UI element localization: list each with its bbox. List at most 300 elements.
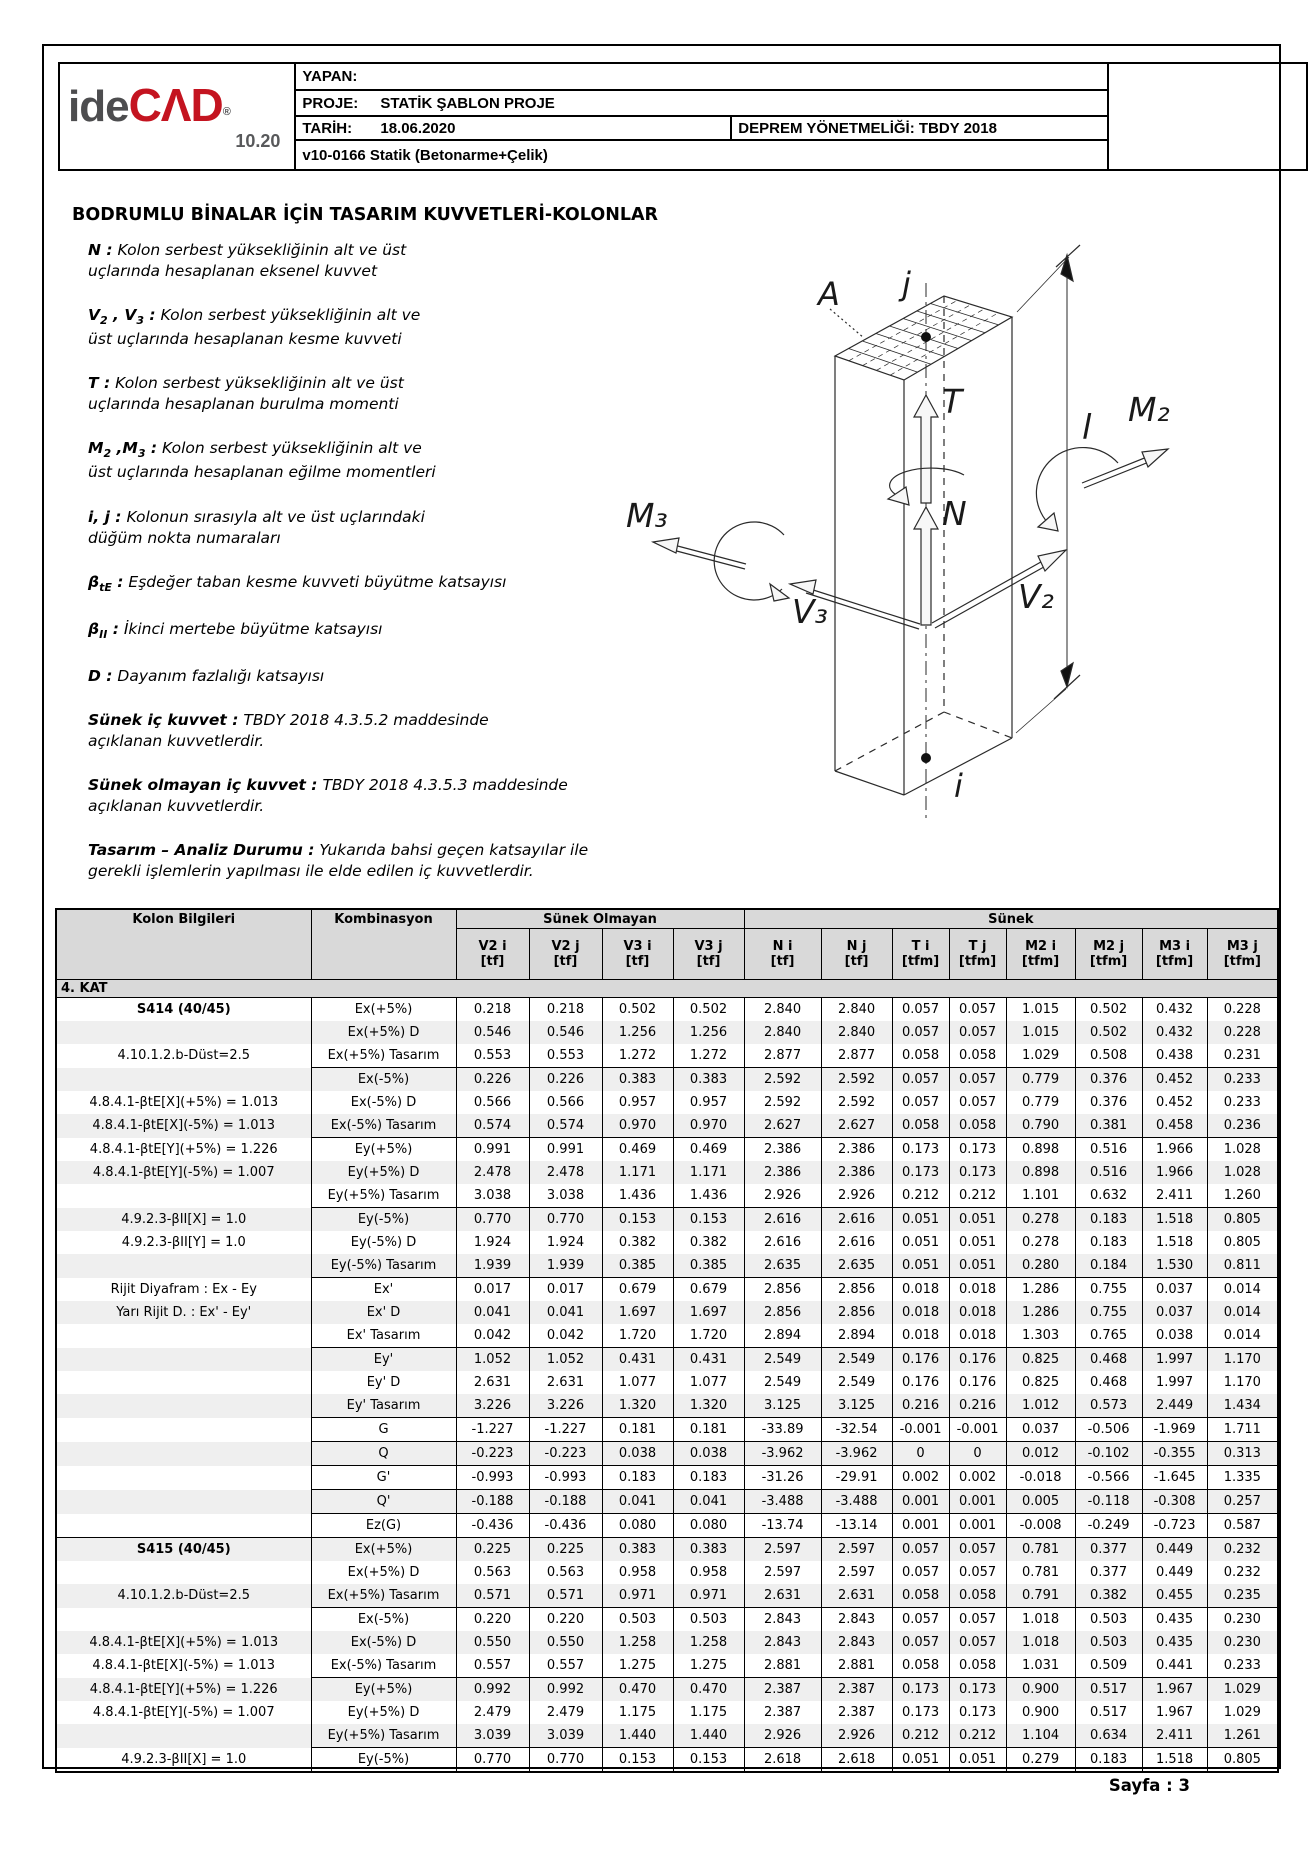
value-cell: 2.926 — [744, 1724, 821, 1748]
value-cell: 0.546 — [529, 1021, 602, 1044]
value-cell: 0.502 — [1075, 998, 1142, 1022]
value-cell: 2.840 — [821, 1021, 892, 1044]
value-cell: 0.058 — [892, 1584, 949, 1608]
column-info-cell: 4.8.4.1-βtE[Y](+5%) = 1.226 — [56, 1678, 311, 1702]
value-cell: 0.432 — [1142, 998, 1207, 1022]
value-cell: 0.058 — [892, 1654, 949, 1678]
table-row — [56, 1748, 1278, 1773]
value-cell: 3.039 — [456, 1724, 529, 1748]
value-cell: 0.991 — [529, 1138, 602, 1162]
value-cell: 0.469 — [673, 1138, 744, 1162]
value-cell: 0.382 — [1075, 1584, 1142, 1608]
definition-text: Kolon serbest yüksekliğinin alt ve — [157, 439, 422, 458]
value-cell: 0.181 — [673, 1418, 744, 1442]
value-cell: 1.256 — [602, 1021, 673, 1044]
value-cell: 1.015 — [1006, 1021, 1075, 1044]
combination-cell: Ey' Tasarım — [311, 1394, 456, 1418]
deprem-value: DEPREM YÖNETMELİĞİ: TBDY 2018 — [738, 119, 997, 137]
value-cell: 1.967 — [1142, 1678, 1207, 1702]
value-cell: 0.057 — [892, 1608, 949, 1632]
value-cell: 0.971 — [602, 1584, 673, 1608]
value-cell: 0.755 — [1075, 1278, 1142, 1302]
definition-text: üst uçlarında hesaplanan kesme kuvveti — [88, 330, 402, 349]
column-info-cell: 4.8.4.1-βtE[X](-5%) = 1.013 — [56, 1114, 311, 1138]
value-cell: 1.029 — [1006, 1044, 1075, 1068]
value-cell: 0.002 — [892, 1466, 949, 1490]
column-info-cell — [56, 1184, 311, 1208]
value-cell: 1.436 — [673, 1184, 744, 1208]
value-cell: 2.856 — [821, 1301, 892, 1324]
combination-cell: Ey' D — [311, 1371, 456, 1394]
value-cell: 0.212 — [949, 1184, 1006, 1208]
value-cell: 3.038 — [456, 1184, 529, 1208]
value-cell: 2.881 — [744, 1654, 821, 1678]
combination-cell: Ey(-5%) — [311, 1208, 456, 1232]
definition-text: Kolonun sırasıyla alt ve üst uçlarındaki — [121, 507, 425, 526]
value-cell: 0.236 — [1207, 1114, 1278, 1138]
definition-term: $\beta_{tE}$ : — [88, 572, 124, 594]
header-empty-cell — [1108, 63, 1307, 170]
value-cell: 0.634 — [1075, 1724, 1142, 1748]
value-cell: 0.228 — [1207, 998, 1278, 1022]
value-cell: 0.231 — [1207, 1044, 1278, 1068]
combination-cell: Ey(+5%) — [311, 1138, 456, 1162]
label-n: N — [942, 494, 967, 533]
value-cell: 0.173 — [892, 1701, 949, 1724]
value-cell: 1.440 — [602, 1724, 673, 1748]
value-cell: 0.278 — [1006, 1231, 1075, 1254]
value-cell: 1.924 — [529, 1231, 602, 1254]
value-cell: 0.014 — [1207, 1324, 1278, 1348]
value-cell: 1.077 — [602, 1371, 673, 1394]
combination-cell: G — [311, 1418, 456, 1442]
value-cell: 2.926 — [744, 1184, 821, 1208]
value-cell: 1.320 — [602, 1394, 673, 1418]
value-cell: 2.549 — [744, 1371, 821, 1394]
value-cell: 0.779 — [1006, 1091, 1075, 1114]
table-row — [56, 1654, 1278, 1678]
value-cell: 2.840 — [821, 998, 892, 1022]
table-row — [56, 1301, 1278, 1324]
value-cell: -1.645 — [1142, 1466, 1207, 1490]
col-header-n-j: N j [tf] — [821, 929, 892, 980]
value-cell: 0.991 — [456, 1138, 529, 1162]
value-cell: 2.479 — [529, 1701, 602, 1724]
value-cell: 0.377 — [1075, 1538, 1142, 1562]
value-cell: 0.557 — [456, 1654, 529, 1678]
story-row — [56, 980, 1278, 998]
value-cell: 2.387 — [821, 1678, 892, 1702]
combination-cell: Ex(-5%) D — [311, 1631, 456, 1654]
header-yapan-cell — [295, 63, 1108, 90]
value-cell: 0.216 — [949, 1394, 1006, 1418]
combination-cell: Q — [311, 1442, 456, 1466]
column-info-cell — [56, 1254, 311, 1278]
column-info-cell: 4.8.4.1-βtE[X](+5%) = 1.013 — [56, 1091, 311, 1114]
value-cell: 2.411 — [1142, 1184, 1207, 1208]
definition-term: Sünek olmayan iç kuvvet : — [88, 776, 318, 795]
value-cell: 0.014 — [1207, 1301, 1278, 1324]
logo-cell — [59, 63, 295, 170]
value-cell: 2.597 — [744, 1538, 821, 1562]
combination-cell: Ex(+5%) D — [311, 1561, 456, 1584]
value-cell: 2.479 — [456, 1701, 529, 1724]
value-cell: 0.051 — [949, 1254, 1006, 1278]
value-cell: 1.530 — [1142, 1254, 1207, 1278]
value-cell: -0.355 — [1142, 1442, 1207, 1466]
combination-cell: Ey(+5%) — [311, 1678, 456, 1702]
label-i: i — [954, 767, 963, 805]
value-cell: 2.387 — [744, 1701, 821, 1724]
value-cell: 0.235 — [1207, 1584, 1278, 1608]
value-cell: 2.627 — [821, 1114, 892, 1138]
value-cell: 0.057 — [949, 1091, 1006, 1114]
value-cell: 2.840 — [744, 1021, 821, 1044]
value-cell: 0.051 — [892, 1748, 949, 1773]
value-cell: 0.183 — [602, 1466, 673, 1490]
value-cell: 0.183 — [1075, 1231, 1142, 1254]
column-info-cell — [56, 1442, 311, 1466]
value-cell: 0.435 — [1142, 1608, 1207, 1632]
value-cell: 2.843 — [744, 1631, 821, 1654]
combination-cell: Ey(+5%) D — [311, 1701, 456, 1724]
value-cell: 2.387 — [821, 1701, 892, 1724]
value-cell: 0.230 — [1207, 1608, 1278, 1632]
value-cell: 0.057 — [949, 1021, 1006, 1044]
value-cell: 1.170 — [1207, 1371, 1278, 1394]
value-cell: 0.176 — [892, 1371, 949, 1394]
value-cell: 0.441 — [1142, 1654, 1207, 1678]
value-cell: 0.057 — [892, 1561, 949, 1584]
value-cell: 2.843 — [821, 1631, 892, 1654]
value-cell: 0.779 — [1006, 1068, 1075, 1092]
definition-text: Kolon serbest yüksekliğinin alt ve — [155, 306, 421, 325]
value-cell: 0.057 — [949, 1608, 1006, 1632]
value-cell: 0.791 — [1006, 1584, 1075, 1608]
value-cell: 0.970 — [673, 1114, 744, 1138]
value-cell: 0.051 — [949, 1208, 1006, 1232]
column-info-cell: 4.10.1.2.b-Düst=2.5 — [56, 1584, 311, 1608]
value-cell: 0.038 — [1142, 1324, 1207, 1348]
value-cell: 0.080 — [602, 1514, 673, 1538]
value-cell: 0.468 — [1075, 1371, 1142, 1394]
value-cell: 0.041 — [673, 1490, 744, 1514]
value-cell: 0.455 — [1142, 1584, 1207, 1608]
m2-moment-arrow — [1036, 448, 1168, 531]
value-cell: 0.233 — [1207, 1091, 1278, 1114]
column-info-cell: Rijit Diyafram : Ex - Ey — [56, 1278, 311, 1302]
value-cell: 0.376 — [1075, 1091, 1142, 1114]
label-m2: M₂ — [1128, 390, 1170, 429]
table-row — [56, 1348, 1278, 1372]
report-header — [58, 62, 1308, 171]
value-cell: 0.516 — [1075, 1161, 1142, 1184]
value-cell: 0.057 — [892, 1538, 949, 1562]
value-cell: 0.058 — [949, 1584, 1006, 1608]
column-info-cell — [56, 1466, 311, 1490]
value-cell: 0.781 — [1006, 1561, 1075, 1584]
value-cell: -0.223 — [456, 1442, 529, 1466]
value-cell: 0.153 — [602, 1208, 673, 1232]
definition-text: TBDY 2018 4.3.5.3 maddesinde — [317, 776, 568, 795]
value-cell: 1.256 — [673, 1021, 744, 1044]
value-cell: -0.188 — [529, 1490, 602, 1514]
value-cell: 2.843 — [821, 1608, 892, 1632]
value-cell: 1.275 — [602, 1654, 673, 1678]
value-cell: 0.012 — [1006, 1442, 1075, 1466]
table-row — [56, 1278, 1278, 1302]
value-cell: 0.431 — [673, 1348, 744, 1372]
value-cell: -1.969 — [1142, 1418, 1207, 1442]
value-cell: -0.223 — [529, 1442, 602, 1466]
value-cell: 0.173 — [892, 1138, 949, 1162]
value-cell: 1.966 — [1142, 1161, 1207, 1184]
value-cell: -3.962 — [744, 1442, 821, 1466]
column-info-cell: Yarı Rijit D. : Ex' - Ey' — [56, 1301, 311, 1324]
value-cell: 2.549 — [821, 1348, 892, 1372]
value-cell: 2.549 — [744, 1348, 821, 1372]
value-cell: 0.216 — [892, 1394, 949, 1418]
value-cell: 0.002 — [949, 1466, 1006, 1490]
value-cell: 1.711 — [1207, 1418, 1278, 1442]
logo-ide: ide — [68, 81, 129, 131]
column-force-diagram — [530, 225, 1190, 835]
value-cell: 2.386 — [821, 1161, 892, 1184]
value-cell: 0.900 — [1006, 1701, 1075, 1724]
value-cell: 0.805 — [1207, 1231, 1278, 1254]
table-row — [56, 1138, 1278, 1162]
value-cell: 0.469 — [602, 1138, 673, 1162]
col-header-n-i: N i [tf] — [744, 929, 821, 980]
value-cell: 0.005 — [1006, 1490, 1075, 1514]
header-proje-cell — [295, 90, 1108, 116]
value-cell: 1.077 — [673, 1371, 744, 1394]
value-cell: 0.173 — [892, 1678, 949, 1702]
value-cell: 3.226 — [456, 1394, 529, 1418]
value-cell: 0.382 — [673, 1231, 744, 1254]
table-row — [56, 998, 1278, 1022]
value-cell: 0.080 — [673, 1514, 744, 1538]
value-cell: -13.14 — [821, 1514, 892, 1538]
column-info-cell: 4.9.2.3-βII[X] = 1.0 — [56, 1748, 311, 1773]
value-cell: 0.051 — [892, 1208, 949, 1232]
value-cell: -0.001 — [949, 1418, 1006, 1442]
column-info-cell: S415 (40/45) — [56, 1538, 311, 1562]
column-info-cell: 4.8.4.1-βtE[X](+5%) = 1.013 — [56, 1631, 311, 1654]
col-header-m2-j: M2 j [tfm] — [1075, 929, 1142, 980]
value-cell: 0.432 — [1142, 1021, 1207, 1044]
value-cell: 2.877 — [744, 1044, 821, 1068]
value-cell: 0.280 — [1006, 1254, 1075, 1278]
value-cell: 0.574 — [456, 1114, 529, 1138]
label-j: j — [902, 265, 911, 303]
value-cell: 0.057 — [949, 1561, 1006, 1584]
value-cell: 0.230 — [1207, 1631, 1278, 1654]
page-title: BODRUMLU BİNALAR İÇİN TASARIM KUVVETLERİ-KOLONLAR — [72, 205, 659, 225]
value-cell: 1.171 — [602, 1161, 673, 1184]
value-cell: 2.881 — [821, 1654, 892, 1678]
column-info-cell — [56, 1561, 311, 1584]
value-cell: 0.573 — [1075, 1394, 1142, 1418]
value-cell: 0.001 — [892, 1514, 949, 1538]
value-cell: 0.173 — [949, 1138, 1006, 1162]
group-header-sunek: Sünek — [744, 909, 1278, 929]
value-cell: 0.898 — [1006, 1138, 1075, 1162]
definition-text: uçlarında hesaplanan burulma momenti — [88, 395, 399, 414]
value-cell: 0.058 — [892, 1114, 949, 1138]
column-info-cell — [56, 1724, 311, 1748]
col-header-v3-i: V3 i [tf] — [602, 929, 673, 980]
value-cell: 0.503 — [673, 1608, 744, 1632]
table-row — [56, 1044, 1278, 1068]
value-cell: 0.153 — [673, 1748, 744, 1773]
label-v3: V₃ — [792, 592, 828, 631]
definition-text: açıklanan kuvvetlerdir. — [88, 731, 265, 750]
value-cell: 1.518 — [1142, 1231, 1207, 1254]
header-deprem-cell — [731, 116, 1108, 140]
tarih-value: 18.06.2020 — [380, 119, 456, 137]
value-cell: 2.597 — [744, 1561, 821, 1584]
column-info-cell: 4.8.4.1-βtE[Y](-5%) = 1.007 — [56, 1701, 311, 1724]
value-cell: 2.618 — [821, 1748, 892, 1773]
value-cell: 1.175 — [602, 1701, 673, 1724]
value-cell: 0.018 — [892, 1324, 949, 1348]
story-label: 4. KAT — [56, 980, 1278, 998]
value-cell: 2.549 — [821, 1371, 892, 1394]
logo-registered-icon: ® — [222, 105, 231, 118]
value-cell: -0.188 — [456, 1490, 529, 1514]
col-header-kolon-bilgileri: Kolon Bilgileri — [56, 909, 311, 980]
value-cell: 0.232 — [1207, 1561, 1278, 1584]
value-cell: 1.052 — [529, 1348, 602, 1372]
value-cell: 0.385 — [673, 1254, 744, 1278]
column-info-cell — [56, 1324, 311, 1348]
value-cell: 0.313 — [1207, 1442, 1278, 1466]
value-cell: 0.218 — [529, 998, 602, 1022]
value-cell: 0.546 — [456, 1021, 529, 1044]
value-cell: -0.118 — [1075, 1490, 1142, 1514]
value-cell: 0.041 — [529, 1301, 602, 1324]
combination-cell: Ey(+5%) Tasarım — [311, 1184, 456, 1208]
value-cell: 1.967 — [1142, 1701, 1207, 1724]
table-body — [56, 980, 1278, 1773]
value-cell: 0.563 — [529, 1561, 602, 1584]
value-cell: 1.434 — [1207, 1394, 1278, 1418]
definition-term: $M_2$ $,M_3$ : — [88, 439, 158, 461]
value-cell: 0.018 — [892, 1301, 949, 1324]
table-row — [56, 1538, 1278, 1562]
value-cell: 0.470 — [673, 1678, 744, 1702]
logo-cad: CΛD — [128, 78, 223, 131]
value-cell: 0.225 — [529, 1538, 602, 1562]
value-cell: 0.001 — [949, 1490, 1006, 1514]
value-cell: 0.383 — [673, 1068, 744, 1092]
value-cell: 1.997 — [1142, 1371, 1207, 1394]
value-cell: 1.029 — [1207, 1678, 1278, 1702]
value-cell: -1.227 — [456, 1418, 529, 1442]
value-cell: 0.278 — [1006, 1208, 1075, 1232]
definition-text: Eşdeğer taban kesme kuvveti büyütme katsayısı — [123, 572, 507, 591]
value-cell: 0.058 — [949, 1114, 1006, 1138]
value-cell: 0.383 — [602, 1068, 673, 1092]
value-cell: 1.518 — [1142, 1208, 1207, 1232]
col-header-t-j: T j [tfm] — [949, 929, 1006, 980]
col-header-t-i: T i [tfm] — [892, 929, 949, 980]
value-cell: -0.249 — [1075, 1514, 1142, 1538]
value-cell: 0.051 — [892, 1254, 949, 1278]
value-cell: 2.449 — [1142, 1394, 1207, 1418]
value-cell: 0.057 — [892, 1631, 949, 1654]
value-cell: 1.258 — [673, 1631, 744, 1654]
value-cell: 0.557 — [529, 1654, 602, 1678]
value-cell: 0.057 — [949, 998, 1006, 1022]
col-header-v2-j: V2 j [tf] — [529, 929, 602, 980]
value-cell: 0.805 — [1207, 1748, 1278, 1773]
value-cell: 0.057 — [949, 1631, 1006, 1654]
value-cell: 0.468 — [1075, 1348, 1142, 1372]
m3-moment-arrow — [653, 522, 789, 601]
combination-cell: Ex' — [311, 1278, 456, 1302]
table-row — [56, 1678, 1278, 1702]
table-row — [56, 1231, 1278, 1254]
value-cell: 0.517 — [1075, 1701, 1142, 1724]
table-row — [56, 1631, 1278, 1654]
value-cell: 3.038 — [529, 1184, 602, 1208]
value-cell: 1.275 — [673, 1654, 744, 1678]
definition-text: İkinci mertebe büyütme katsayısı — [118, 619, 383, 638]
value-cell: 1.697 — [602, 1301, 673, 1324]
value-cell: -0.308 — [1142, 1490, 1207, 1514]
value-cell: 0.057 — [949, 1068, 1006, 1092]
value-cell: 2.894 — [821, 1324, 892, 1348]
value-cell: 0.900 — [1006, 1678, 1075, 1702]
value-cell: -1.227 — [529, 1418, 602, 1442]
value-cell: 0.553 — [456, 1044, 529, 1068]
length-dimension — [1016, 245, 1080, 733]
combination-cell: G' — [311, 1466, 456, 1490]
table-row — [56, 1514, 1278, 1538]
value-cell: 2.386 — [744, 1161, 821, 1184]
header-version-cell — [295, 140, 1108, 170]
value-cell: 0.018 — [892, 1278, 949, 1302]
value-cell: 0.153 — [602, 1748, 673, 1773]
value-cell: 0.502 — [602, 998, 673, 1022]
value-cell: 1.012 — [1006, 1394, 1075, 1418]
value-cell: -0.993 — [456, 1466, 529, 1490]
column-info-cell: 4.9.2.3-βII[X] = 1.0 — [56, 1208, 311, 1232]
col-header-kombinasyon: Kombinasyon — [311, 909, 456, 980]
value-cell: -0.723 — [1142, 1514, 1207, 1538]
value-cell: 0.212 — [892, 1724, 949, 1748]
value-cell: 0.018 — [949, 1301, 1006, 1324]
value-cell: 0.057 — [892, 1068, 949, 1092]
value-cell: 1.720 — [673, 1324, 744, 1348]
value-cell: 0.037 — [1142, 1278, 1207, 1302]
value-cell: 0.228 — [1207, 1021, 1278, 1044]
definition-text: Dayanım fazlalığı katsayısı — [112, 666, 325, 685]
value-cell: -0.506 — [1075, 1418, 1142, 1442]
value-cell: 3.226 — [529, 1394, 602, 1418]
value-cell: 0.958 — [673, 1561, 744, 1584]
value-cell: 1.966 — [1142, 1138, 1207, 1162]
definition-text: TBDY 2018 4.3.5.2 maddesinde — [238, 710, 489, 729]
combination-cell: Ey(+5%) D — [311, 1161, 456, 1184]
value-cell: 0.183 — [1075, 1208, 1142, 1232]
definition — [88, 840, 728, 882]
value-cell: 1.697 — [673, 1301, 744, 1324]
value-cell: 2.856 — [744, 1278, 821, 1302]
value-cell: -32.54 — [821, 1418, 892, 1442]
